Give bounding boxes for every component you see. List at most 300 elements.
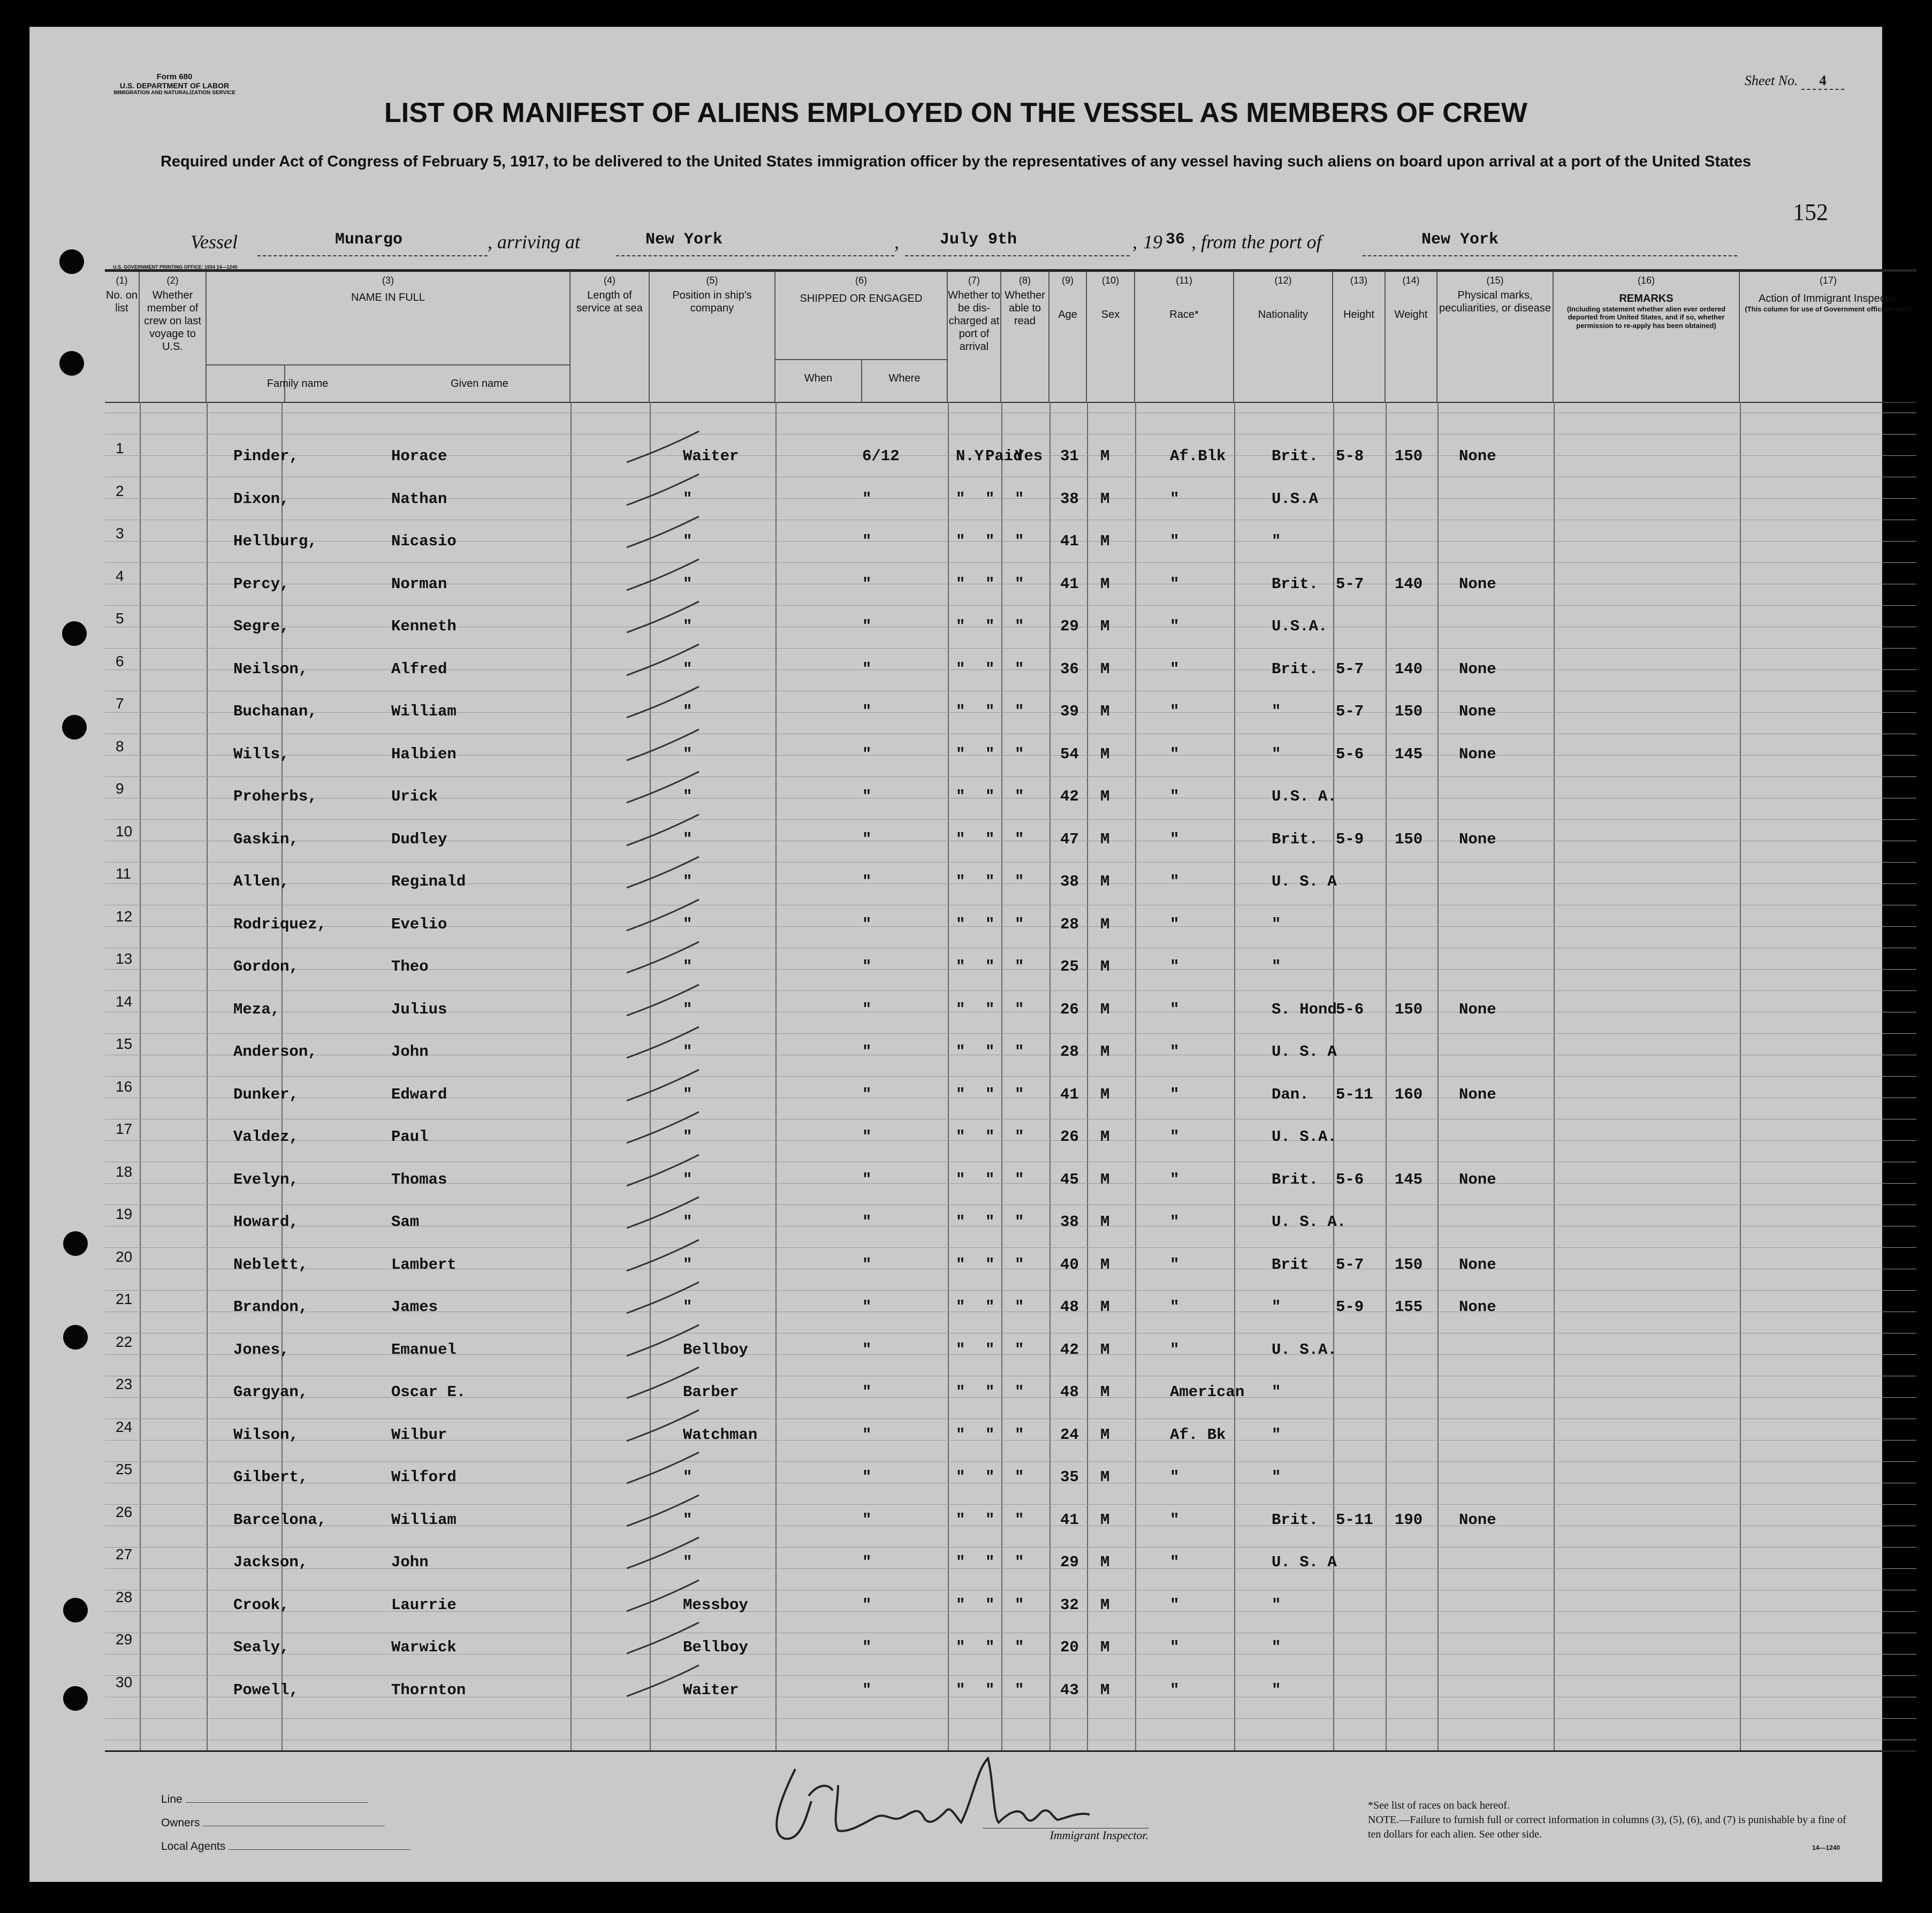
cell-where: " (956, 745, 965, 763)
cell-family: Gilbert, (233, 1468, 308, 1486)
cell-when: " (862, 958, 872, 975)
footnote: *See list of races on back hereof. NOTE.—Failure to furnish full or correct information in columns (3), (5), (6), and (7) is punishable by a fine of ten dollars for each alien. See other side. (1368, 1800, 1846, 1840)
cell-age: 41 (1060, 532, 1079, 550)
line-label: Line (161, 1793, 182, 1805)
cell-discharged: " (985, 1000, 995, 1018)
cell-nationality: " (1272, 1426, 1281, 1444)
cell-nationality: " (1272, 1681, 1281, 1699)
cell-age: 42 (1060, 1340, 1079, 1359)
cell-no: 19 (116, 1206, 133, 1222)
cell-position: " (683, 745, 693, 763)
cell-when: " (862, 618, 872, 635)
cell-when: " (862, 1468, 872, 1486)
arriving-port: New York (645, 231, 723, 249)
cell-read: " (1015, 1085, 1024, 1103)
year-prefix: 19 (1143, 231, 1162, 253)
cell-marks: None (1459, 1000, 1496, 1018)
cell-height: 5-7 (1336, 703, 1364, 720)
cell-where: " (956, 1128, 965, 1146)
sheet-label: Sheet No. (1744, 73, 1798, 88)
cell-height: 5-11 (1336, 1511, 1373, 1529)
cell-race: " (1170, 1468, 1180, 1486)
cell-family: Meza, (233, 1000, 280, 1018)
cell-nationality: Brit. (1272, 575, 1319, 593)
cell-family: Barcelona, (233, 1511, 327, 1529)
cell-family: Buchanan, (233, 703, 317, 720)
cell-position: Waiter (683, 1681, 739, 1699)
cell-race: " (1170, 958, 1180, 975)
cell-age: 36 (1060, 660, 1079, 678)
cell-read: " (1015, 1170, 1024, 1188)
cell-sex: M (1100, 575, 1110, 593)
cell-discharged: " (985, 1213, 995, 1231)
cell-nationality: U. S. A. (1272, 1213, 1347, 1231)
binder-hole (62, 715, 87, 740)
cell-when: " (862, 1553, 872, 1571)
cell-given: Urick (391, 788, 438, 805)
cell-where: " (956, 532, 965, 550)
cell-discharged: " (985, 915, 995, 933)
table-row (105, 1461, 1916, 1490)
cell-when: " (862, 1255, 872, 1274)
cell-age: 48 (1060, 1298, 1079, 1316)
cell-when: " (862, 915, 872, 933)
cell-when: " (862, 1596, 872, 1614)
cell-race: Af.Blk (1170, 447, 1226, 465)
cell-family: Evelyn, (233, 1170, 299, 1188)
cell-position: " (683, 1000, 693, 1018)
col-discharged-header: (7) Whether to be dis-charged at port of arrival (948, 272, 1001, 402)
table-row (105, 908, 1916, 937)
cell-given: Sam (391, 1213, 420, 1231)
service-checkmark (624, 1378, 704, 1399)
cell-race: " (1170, 873, 1180, 890)
cell-when: " (862, 1043, 872, 1061)
cell-age: 24 (1060, 1426, 1079, 1444)
cell-where: " (956, 915, 965, 933)
cell-position: " (683, 1298, 693, 1316)
cell-height: 5-6 (1336, 1000, 1364, 1018)
cell-read: " (1015, 575, 1024, 593)
cell-no: 18 (116, 1163, 133, 1180)
cell-read: " (1015, 1468, 1024, 1486)
table-row (105, 1546, 1916, 1575)
sheet-value: 4 (1801, 73, 1844, 90)
cell-position: " (683, 1043, 693, 1061)
cell-race: " (1170, 745, 1180, 763)
cell-height: 5-8 (1336, 447, 1364, 465)
cell-family: Hellburg, (233, 532, 317, 550)
cell-family: Jackson, (233, 1553, 308, 1571)
cell-discharged: " (985, 958, 995, 975)
cell-race: American (1170, 1383, 1245, 1401)
table-row (105, 1418, 1916, 1447)
cell-no: 7 (116, 695, 124, 712)
cell-sex: M (1100, 532, 1110, 550)
cell-race: " (1170, 490, 1180, 508)
cell-nationality: U. S. A (1272, 1043, 1337, 1061)
cell-discharged: " (985, 1681, 995, 1699)
cell-age: 28 (1060, 915, 1079, 933)
cell-age: 38 (1060, 490, 1079, 508)
cell-where: " (956, 1383, 965, 1401)
cell-position: Bellboy (683, 1638, 748, 1656)
cell-family: Segre, (233, 618, 290, 635)
year-suffix: 36 (1166, 231, 1185, 249)
cell-no: 29 (116, 1631, 133, 1648)
table-row (105, 1291, 1916, 1320)
cell-read: " (1015, 490, 1024, 508)
cell-family: Wills, (233, 745, 290, 763)
cell-age: 35 (1060, 1468, 1079, 1486)
service-checkmark (624, 740, 704, 761)
cell-position: " (683, 1553, 693, 1571)
cell-nationality: " (1272, 1468, 1281, 1486)
cell-when: 6/12 (862, 447, 900, 465)
col-crew-header: (2) Whether member of crew on last voyage to U.S. (140, 272, 207, 402)
table-row (105, 737, 1916, 767)
cell-marks: None (1459, 447, 1496, 465)
service-checkmark (624, 1548, 704, 1569)
cell-height: 5-6 (1336, 1170, 1364, 1188)
cell-sex: M (1100, 873, 1110, 890)
cell-discharged: " (985, 1298, 995, 1316)
agents-label: Local Agents (161, 1840, 226, 1853)
cell-read: " (1015, 915, 1024, 933)
cell-sex: M (1100, 703, 1110, 720)
cell-race: " (1170, 532, 1180, 550)
cell-no: 14 (116, 993, 133, 1010)
col-read-header: (8) Whether able to read (1001, 272, 1049, 402)
cell-when: " (862, 490, 872, 508)
cell-race: " (1170, 830, 1180, 848)
cell-where: " (956, 1000, 965, 1018)
cell-given: Wilford (391, 1468, 457, 1486)
cell-race: " (1170, 703, 1180, 720)
cell-race: " (1170, 660, 1180, 678)
cell-nationality: U. S. A (1272, 873, 1337, 890)
cell-age: 45 (1060, 1170, 1079, 1188)
service-checkmark (624, 995, 704, 1017)
cell-age: 25 (1060, 958, 1079, 975)
cell-family: Gaskin, (233, 830, 299, 848)
cell-nationality: U.S. A. (1272, 788, 1337, 805)
cell-read: " (1015, 1043, 1024, 1061)
cell-weight: 155 (1395, 1298, 1423, 1316)
cell-when: " (862, 1638, 872, 1656)
cell-nationality: " (1272, 532, 1281, 550)
cell-when: " (862, 1340, 872, 1359)
cell-when: " (862, 1128, 872, 1146)
cell-sex: M (1100, 830, 1110, 848)
service-checkmark (624, 1038, 704, 1059)
footer-fields (161, 1788, 410, 1858)
cell-read: Yes (1015, 447, 1043, 465)
service-checkmark (624, 910, 704, 932)
service-checkmark (624, 782, 704, 804)
cell-read: " (1015, 958, 1024, 975)
cell-no: 26 (116, 1503, 133, 1520)
cell-no: 4 (116, 567, 124, 584)
cell-read: " (1015, 1426, 1024, 1444)
page-subtitle: Required under Act of Congress of February 5, 1917, to be delivered to the United States immigration officer by the representatives of any vessel having such aliens on board upon arrival at a port of the United States (160, 153, 1752, 170)
cell-race: " (1170, 1638, 1180, 1656)
cell-family: Dixon, (233, 490, 290, 508)
sheet-number (1745, 73, 1844, 90)
cell-read: " (1015, 1213, 1024, 1231)
service-checkmark (624, 1293, 704, 1314)
service-checkmark (624, 1676, 704, 1697)
cell-age: 47 (1060, 830, 1079, 848)
form-number: Form 680 (156, 72, 193, 81)
binder-hole (63, 1231, 88, 1256)
cell-weight: 145 (1395, 1170, 1423, 1188)
cell-weight: 150 (1395, 1000, 1423, 1018)
cell-race: " (1170, 1596, 1180, 1614)
cell-marks: None (1459, 1255, 1496, 1274)
cell-given: Kenneth (391, 618, 457, 635)
cell-height: 5-11 (1336, 1085, 1373, 1103)
table-grid (105, 402, 1916, 1750)
owners-label: Owners (161, 1817, 200, 1830)
cell-when: " (862, 1426, 872, 1444)
cell-given: Thomas (391, 1170, 447, 1188)
cell-position: " (683, 660, 693, 678)
cell-height: 5-9 (1336, 1298, 1364, 1316)
cell-marks: None (1459, 1511, 1496, 1529)
cell-discharged: " (985, 1085, 995, 1103)
col-name-header: (3) NAME IN FULL (207, 272, 571, 402)
col-shipped-header: (6) SHIPPED OR ENGAGED (775, 272, 948, 402)
service-checkmark (624, 1165, 704, 1187)
cell-nationality: " (1272, 1383, 1281, 1401)
cell-given: Horace (391, 447, 447, 465)
service-checkmark (624, 1633, 704, 1655)
cell-given: William (391, 703, 457, 720)
table-row (105, 525, 1916, 554)
cell-nationality: U. S. A (1272, 1553, 1337, 1571)
cell-position: " (683, 1128, 693, 1146)
cell-discharged: " (985, 1596, 995, 1614)
cell-family: Brandon, (233, 1298, 308, 1316)
cell-race: " (1170, 1085, 1180, 1103)
inspector-label: Immigrant Inspector. (983, 1828, 1148, 1842)
cell-family: Crook, (233, 1596, 290, 1614)
col-marks-header: (15) Physical marks, peculiarities, or disease (1437, 272, 1554, 402)
cell-where: " (956, 1298, 965, 1316)
cell-no: 17 (116, 1121, 133, 1137)
cell-height: 5-7 (1336, 575, 1364, 593)
cell-where: " (956, 873, 965, 890)
cell-discharged: " (985, 1468, 995, 1486)
cell-age: 28 (1060, 1043, 1079, 1061)
cell-age: 29 (1060, 1553, 1079, 1571)
cell-no: 3 (116, 525, 124, 542)
cell-discharged: " (985, 1340, 995, 1359)
cell-no: 2 (116, 482, 124, 499)
cell-weight: 150 (1395, 447, 1423, 465)
cell-no: 25 (116, 1461, 133, 1477)
cell-nationality: " (1272, 745, 1281, 763)
col-action-header: (17) Action of Immigrant Inspector (This column for use of Government officials only) (1745, 275, 1912, 313)
table-row (105, 1631, 1916, 1660)
service-checkmark (624, 1080, 704, 1102)
table-row (105, 652, 1916, 682)
cell-race: " (1170, 1340, 1180, 1359)
service-checkmark (624, 570, 704, 591)
cell-read: " (1015, 618, 1024, 635)
table-row (105, 1078, 1916, 1107)
cell-where: " (956, 1170, 965, 1188)
table-row (105, 1035, 1916, 1064)
cell-position: " (683, 703, 693, 720)
cell-sex: M (1100, 618, 1110, 635)
cell-sex: M (1100, 1213, 1110, 1231)
col-remarks-header: (16) REMARKS (Including statement whether alien ever ordered deported from United States, and if so, whether permission to re-apply has been obtained) (1554, 272, 1740, 402)
cell-sex: M (1100, 958, 1110, 975)
service-checkmark (624, 1123, 704, 1144)
cell-marks: None (1459, 1298, 1496, 1316)
col-nationality-header: (12) Nationality (1234, 272, 1333, 402)
cell-given: James (391, 1298, 438, 1316)
cell-where: " (956, 1596, 965, 1614)
cell-position: Watchman (683, 1426, 758, 1444)
cell-race: " (1170, 1553, 1180, 1571)
cell-nationality: " (1272, 703, 1281, 720)
cell-no: 6 (116, 652, 124, 669)
cell-race: " (1170, 1000, 1180, 1018)
service-checkmark (624, 1591, 704, 1612)
cell-sex: M (1100, 788, 1110, 805)
cell-discharged: " (985, 1170, 995, 1188)
cell-given: Paul (391, 1128, 429, 1146)
cell-family: Powell, (233, 1681, 299, 1699)
cell-family: Valdez, (233, 1128, 299, 1146)
cell-sex: M (1100, 660, 1110, 678)
cell-read: " (1015, 660, 1024, 678)
cell-no: 20 (116, 1248, 133, 1265)
binder-hole (63, 1598, 88, 1622)
cell-marks: None (1459, 1170, 1496, 1188)
cell-discharged: " (985, 1511, 995, 1529)
binder-hole (59, 351, 84, 376)
cell-where: " (956, 1681, 965, 1699)
cell-no: 10 (116, 822, 133, 840)
table-row (105, 1121, 1916, 1149)
col-sex-header: (10) Sex (1087, 272, 1135, 402)
cell-position: " (683, 532, 693, 550)
cell-family: Anderson, (233, 1043, 317, 1061)
cell-discharged: " (985, 788, 995, 805)
col-no-header: (1) No. on list (105, 272, 140, 402)
cell-given: Warwick (391, 1638, 457, 1656)
cell-age: 42 (1060, 788, 1079, 805)
cell-when: " (862, 1000, 872, 1018)
cell-sex: M (1100, 1255, 1110, 1274)
cell-sex: M (1100, 745, 1110, 763)
cell-sex: M (1100, 1340, 1110, 1359)
cell-weight: 150 (1395, 1255, 1423, 1274)
cell-given: Julius (391, 1000, 447, 1018)
form-code: 14—1240 (1812, 1844, 1840, 1851)
cell-read: " (1015, 1638, 1024, 1656)
service-checkmark (624, 1208, 704, 1229)
cell-read: " (1015, 1596, 1024, 1614)
cell-given: Emanuel (391, 1340, 457, 1359)
cell-weight: 160 (1395, 1085, 1423, 1103)
cell-no: 5 (116, 610, 124, 627)
cell-where: " (956, 1340, 965, 1359)
cell-when: " (862, 745, 872, 763)
cell-read: " (1015, 873, 1024, 890)
cell-position: " (683, 830, 693, 848)
cell-nationality: Brit. (1272, 660, 1319, 678)
cell-weight: 140 (1395, 575, 1423, 593)
cell-sex: M (1100, 1681, 1110, 1699)
cell-family: Dunker, (233, 1085, 299, 1103)
cell-family: Proherbs, (233, 788, 317, 805)
cell-age: 32 (1060, 1596, 1079, 1614)
arriving-label: , arriving at (488, 231, 581, 253)
cell-given: Nicasio (391, 532, 457, 550)
cell-no: 12 (116, 908, 133, 925)
cell-position: " (683, 490, 693, 508)
cell-no: 11 (116, 865, 132, 882)
cell-age: 43 (1060, 1681, 1079, 1699)
cell-when: " (862, 1298, 872, 1316)
service-checkmark (624, 1336, 704, 1357)
cell-sex: M (1100, 1468, 1110, 1486)
cell-nationality: U.S.A. (1272, 618, 1328, 635)
service-checkmark (624, 697, 704, 719)
service-checkmark (624, 442, 704, 463)
cell-no: 28 (116, 1588, 133, 1605)
col-position-header: (5) Position in ship's company (650, 272, 775, 402)
cell-position: " (683, 575, 693, 593)
cell-discharged: " (985, 830, 995, 848)
cell-family: Percy, (233, 575, 290, 593)
cell-no: 27 (116, 1546, 133, 1563)
cell-given: Alfred (391, 660, 447, 678)
service-checkmark (624, 952, 704, 974)
table-row (105, 567, 1916, 597)
page-number: 152 (1793, 199, 1828, 225)
cell-sex: M (1100, 1170, 1110, 1188)
cell-weight: 150 (1395, 703, 1423, 720)
cell-race: " (1170, 618, 1180, 635)
cell-race: " (1170, 1298, 1180, 1316)
cell-height: 5-6 (1336, 745, 1364, 763)
cell-where: " (956, 1085, 965, 1103)
cell-when: " (862, 788, 872, 805)
cell-given: Nathan (391, 490, 447, 508)
cell-where: " (956, 490, 965, 508)
cell-sex: M (1100, 1511, 1110, 1529)
cell-given: Evelio (391, 915, 447, 933)
cell-read: " (1015, 830, 1024, 848)
cell-position: Barber (683, 1383, 739, 1401)
cell-position: Bellboy (683, 1340, 748, 1359)
cell-discharged: " (985, 1426, 995, 1444)
vessel-label: Vessel (191, 231, 238, 253)
cell-marks: None (1459, 1085, 1496, 1103)
cell-when: " (862, 830, 872, 848)
cell-position: " (683, 1511, 693, 1529)
cell-sex: M (1100, 1553, 1110, 1571)
table-row (105, 822, 1916, 852)
binder-hole (59, 249, 84, 274)
cell-age: 54 (1060, 745, 1079, 763)
